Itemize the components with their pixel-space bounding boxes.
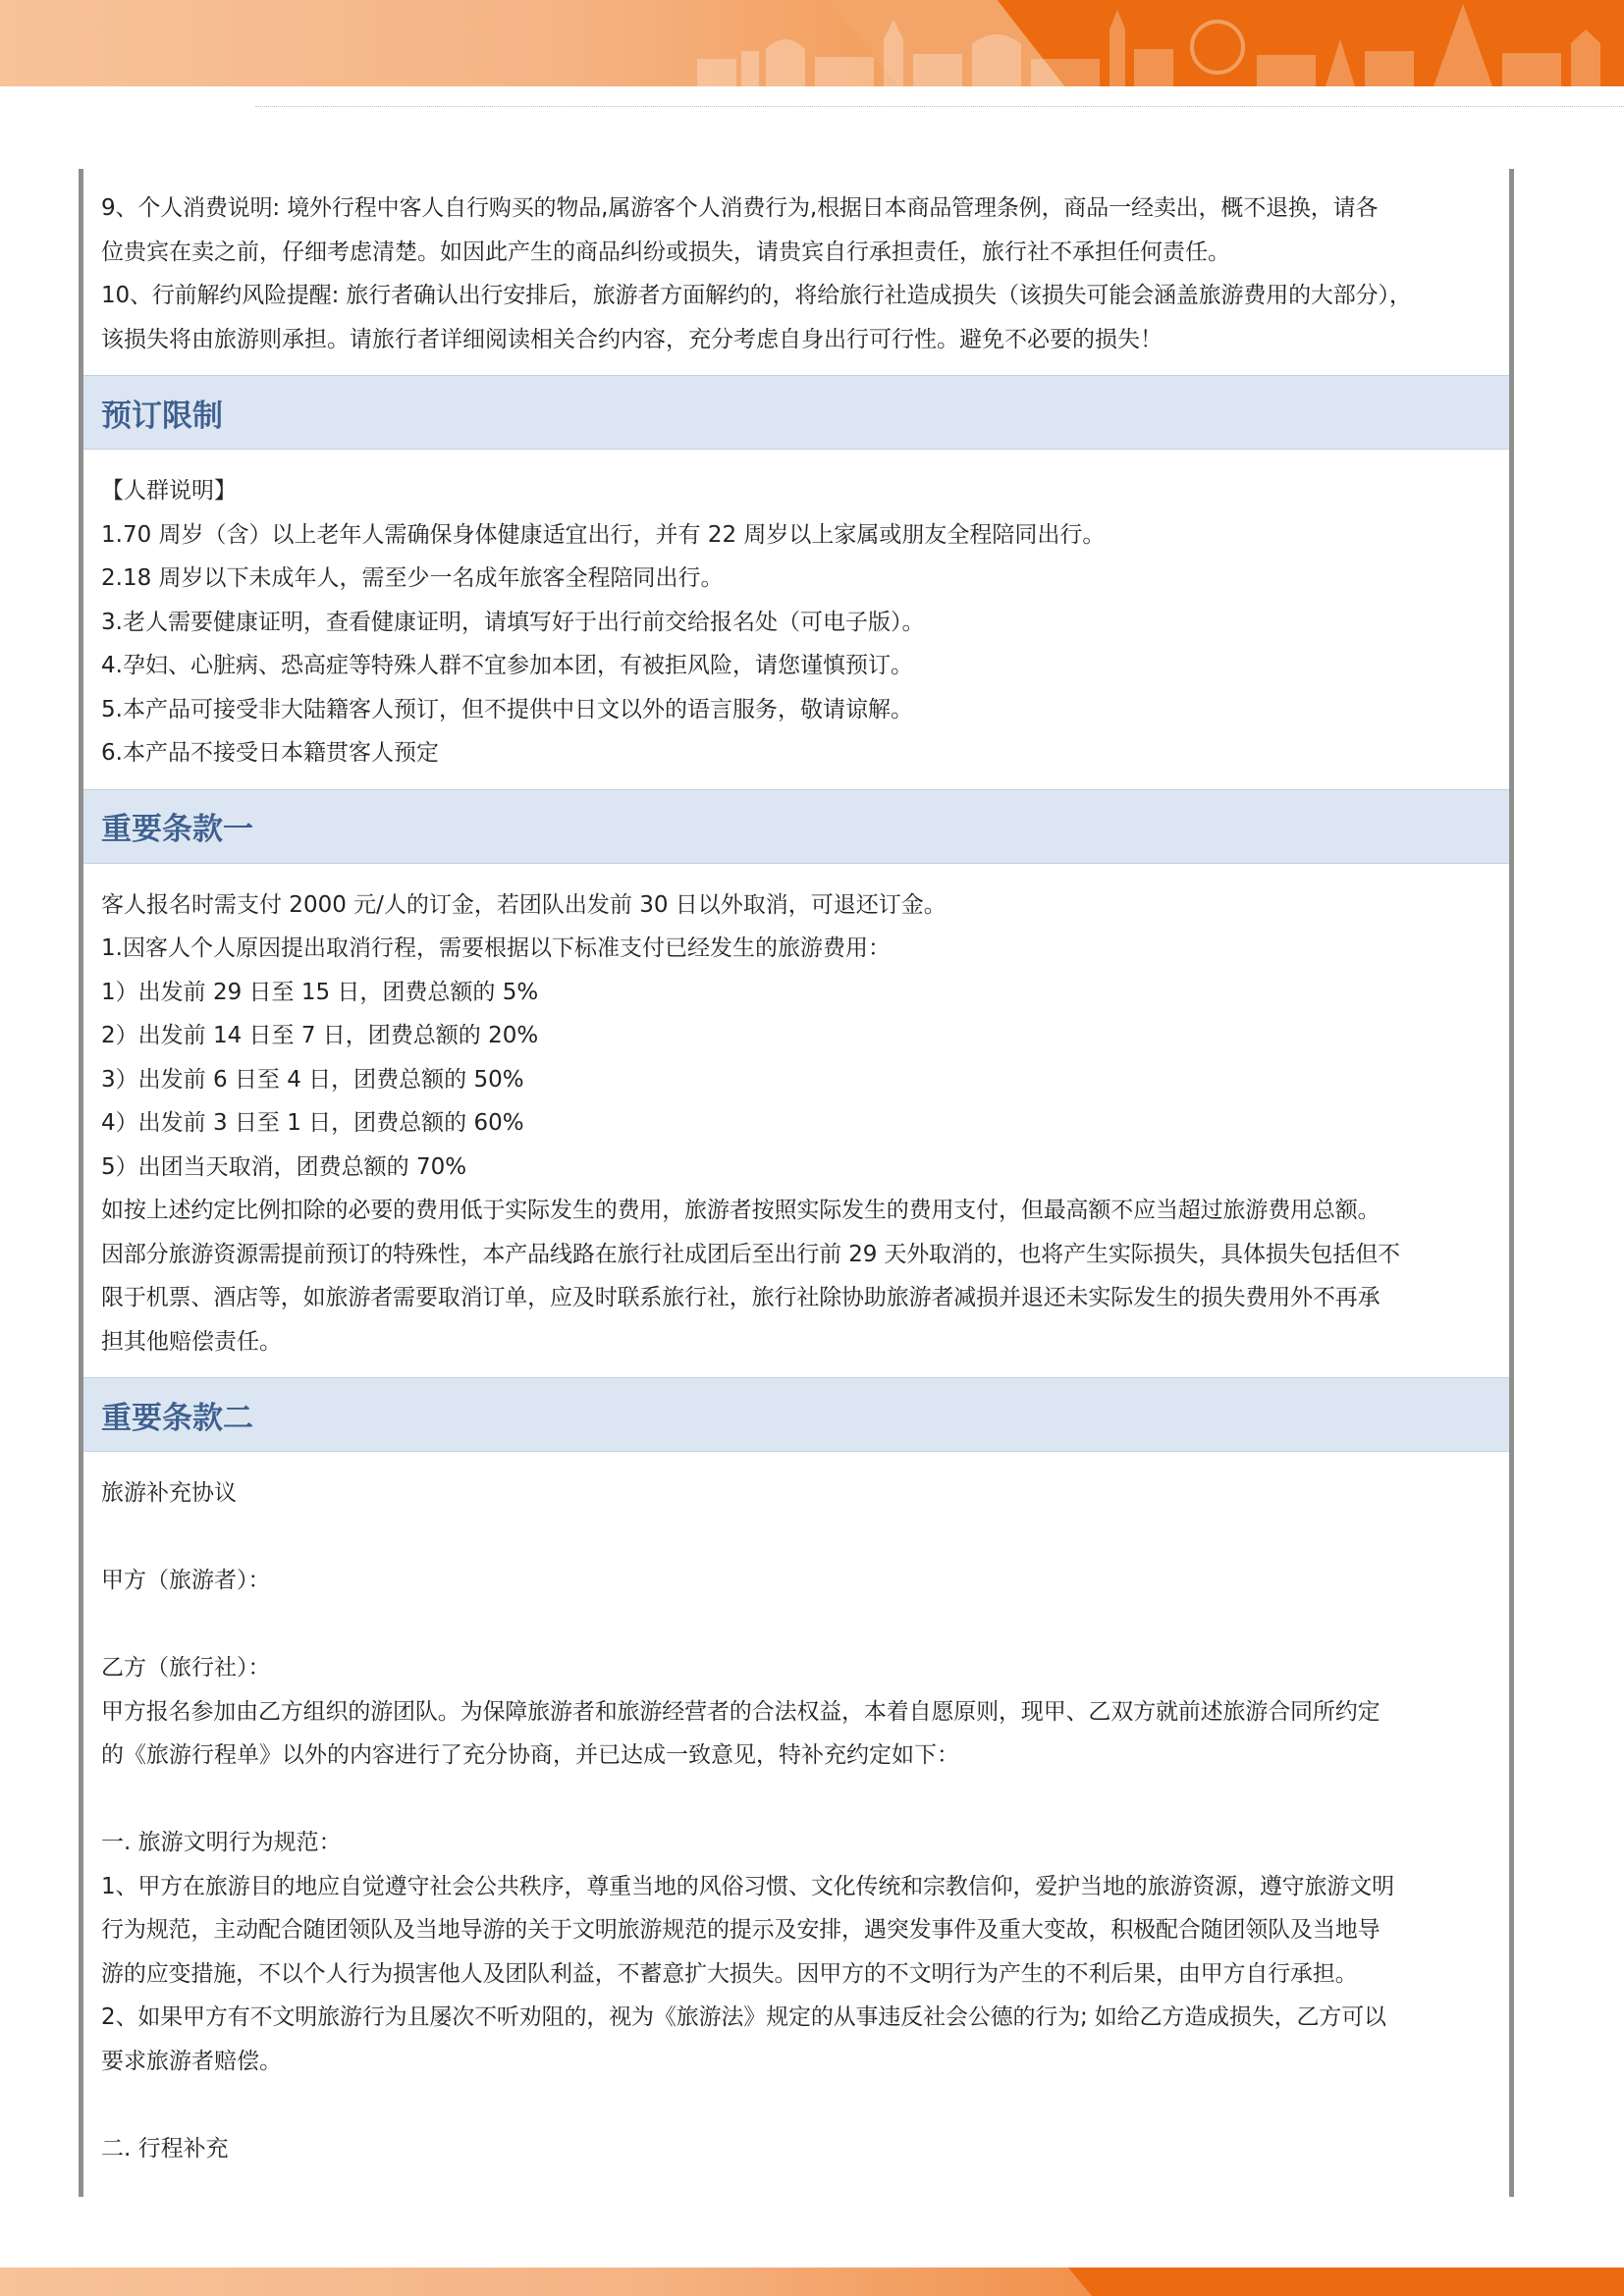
section-header-booking [83,375,1509,450]
bottom-stripe [1068,2268,1624,2296]
section-title: 重要条款二 [101,1400,253,1436]
intro-line: 10、行前解约风险提醒: 旅行者确认出行安排后，旅游者方面解约的，将给旅行社造成损失（该损失可能会涵盖旅游费用的大部分）， [101,283,1412,308]
intro-block [83,169,1509,369]
section1-line: 行为规范，主动配合随团领队及当地导游的关于文明旅游规范的提示及安排，遇突发事件及重大变故，积极配合随团领队及当地导 [101,1917,1380,1943]
booking-line: 【人群说明】 [101,478,237,504]
intro-line: 位贵宾在卖之前，仔细考虑清楚。如因此产生的商品纠纷或损失，请贵宾自行承担责任，旅行社不承担任何责任。 [101,239,1230,265]
terms1-line: 限于机票、酒店等，如旅游者需要取消订单，应及时联系旅行社，旅行社除协助旅游者减损并退还未实际发生的损失费用外不再承 [101,1285,1380,1310]
booking-line: 4.孕妇、心脏病、恐高症等特殊人群不宜参加本团，有被拒风险，请您谨慎预订。 [101,653,913,678]
section1-line: 游的应变措施，不以个人行为损害他人及团队利益，不蓄意扩大损失。因甲方的不文明行为产生的不利后果，由甲方自行承担。 [101,1960,1358,1987]
agreement-title: 旅游补充协议 [101,1480,237,1506]
section1-title: 一. 旅游文明行为规范： [101,1830,342,1855]
booking-line: 6.本产品不接受日本籍贯客人预定 [101,740,439,766]
booking-block [83,450,1509,783]
terms1-block [83,864,1509,1372]
intro-line: 9、个人消费说明: 境外行程中客人自行购买的物品,属游客个人消费行为,根据日本商品管理条例，商品一经卖出，概不退换，请各 [101,195,1379,221]
header-rule [255,106,1624,107]
section-title: 重要条款一 [101,812,253,847]
terms1-line: 如按上述约定比例扣除的必要的费用低于实际发生的费用，旅游者按照实际发生的费用支付，但最高额不应当超过旅游费用总额。 [101,1198,1380,1223]
section-header-terms-2 [83,1377,1509,1452]
booking-line: 3.老人需要健康证明，查看健康证明，请填写好于出行前交给报名处（可电子版）。 [101,609,925,635]
party-b-label: 乙方（旅行社）： [101,1655,271,1681]
terms1-line: 1.因客人个人原因提出取消行程，需要根据以下标准支付已经发生的旅游费用： [101,935,891,961]
section1-line: 2、如果甲方有不文明旅游行为且屡次不听劝阻的，视为《旅游法》规定的从事违反社会公德的行为; 如给乙方造成损失，乙方可以 [101,2004,1386,2030]
section-title: 预订限制 [101,398,223,434]
terms1-line: 客人报名时需支付 2000 元/人的订金，若团队出发前 30 日以外取消，可退还订金。 [101,891,947,918]
section1-line: 1、甲方在旅游目的地应自觉遵守社会公共秩序，尊重当地的风俗习惯、文化传统和宗教信仰，爱护当地的旅游资源，遵守旅游文明 [101,1873,1394,1899]
terms1-line: 1）出发前 29 日至 15 日，团费总额的 5% [101,979,539,1005]
terms1-line: 5）出团当天取消，团费总额的 70% [101,1153,467,1180]
party-a-label: 甲方（旅游者）： [101,1568,271,1593]
section-header-terms-1 [83,789,1509,864]
section2-title: 二. 行程补充 [101,2135,229,2162]
intro-line: 该损失将由旅游则承担。请旅行者详细阅读相关合约内容，充分考虑自身出行可行性。避免不必要的损失！ [101,326,1163,352]
preamble-line: 甲方报名参加由乙方组织的游团队。为保障旅游者和旅游经营者的合法权益，本着自愿原则，现甲、乙双方就前述旅游合同所约定 [101,1698,1380,1725]
content-frame [79,169,1514,2197]
booking-line: 5.本产品可接受非大陆籍客人预订，但不提供中日文以外的语言服务，敬请谅解。 [101,696,913,722]
terms1-line: 3）出发前 6 日至 4 日，团费总额的 50% [101,1066,524,1093]
terms2-block [83,1452,1509,2178]
booking-line: 1.70 周岁（含）以上老年人需确保身体健康适宜出行，并有 22 周岁以上家属或朋友全程陪同出行。 [101,521,1106,548]
bottom-banner [0,2268,1624,2296]
terms1-line: 2）出发前 14 日至 7 日，团费总额的 20% [101,1023,539,1048]
section1-line: 要求旅游者赔偿。 [101,2048,282,2074]
terms1-line: 担其他赔偿责任。 [101,1328,282,1355]
preamble-line: 的《旅游行程单》以外的内容进行了充分协商，并已达成一致意见，特补充约定如下： [101,1742,959,1768]
booking-line: 2.18 周岁以下未成年人，需至少一名成年旅客全程陪同出行。 [101,565,724,591]
terms1-line: 因部分旅游资源需提前预订的特殊性，本产品线路在旅行社成团后至出行前 29 天外取消的，也将产生实际损失，具体损失包括但不 [101,1241,1400,1267]
city-skyline-icon [687,0,1624,86]
terms1-line: 4）出发前 3 日至 1 日，团费总额的 60% [101,1110,524,1136]
top-banner [0,0,1624,86]
